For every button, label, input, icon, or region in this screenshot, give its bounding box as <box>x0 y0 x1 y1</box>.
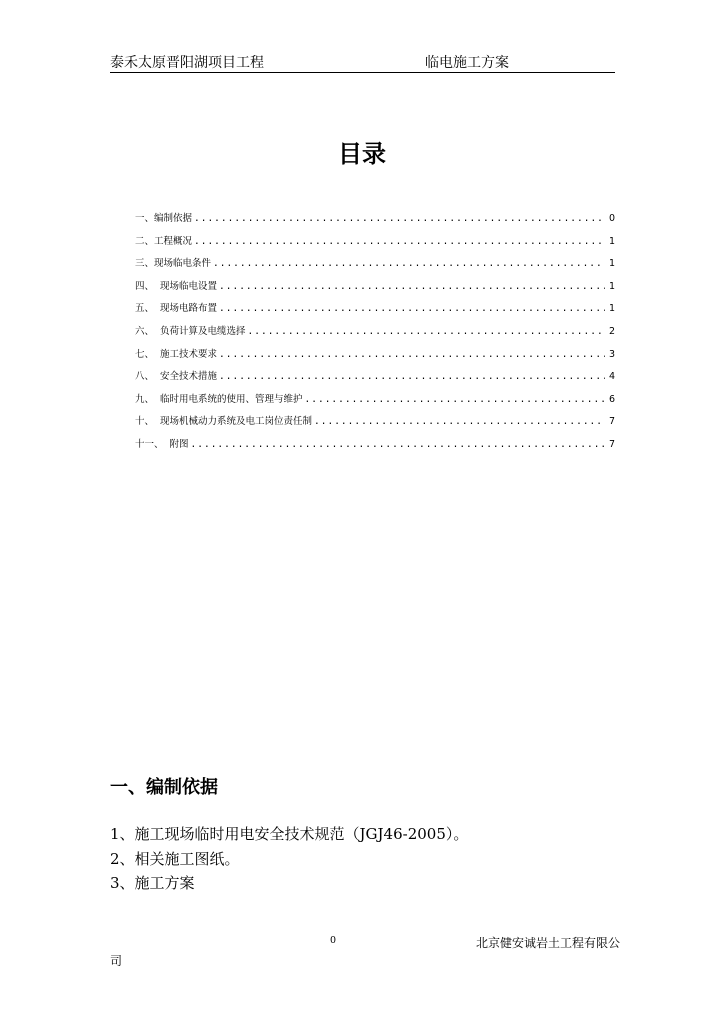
toc-entry[interactable] <box>135 413 615 436</box>
toc-leader-dots <box>194 236 605 247</box>
toc-leader-dots <box>213 258 605 269</box>
toc-entry-page: 6 <box>608 393 615 405</box>
toc-entry-label: 四、 现场临电设置 <box>135 280 218 292</box>
toc-leader-dots <box>219 349 605 360</box>
toc-entry[interactable] <box>135 368 615 391</box>
toc-leader-dots <box>194 213 605 224</box>
toc-entry[interactable] <box>135 233 615 256</box>
toc-entry[interactable] <box>135 391 615 414</box>
body-list-item: 2、相关施工图纸。 <box>110 849 240 868</box>
toc-entry-page: 1 <box>608 235 615 247</box>
toc-entry[interactable] <box>135 300 615 323</box>
toc-leader-dots <box>219 281 605 292</box>
toc-entry-page: 7 <box>608 438 615 450</box>
toc-entry-label: 二、工程概况 <box>135 235 193 247</box>
body-list-item: 3、施工方案 <box>110 874 195 892</box>
toc-entry-page: 1 <box>608 303 615 315</box>
toc-entry[interactable] <box>135 278 615 301</box>
toc-entry-label: 一、编制依据 <box>135 213 193 224</box>
toc-entry-page: 7 <box>608 416 615 428</box>
toc-leader-dots <box>219 371 605 382</box>
section-heading: 一、编制依据 <box>110 777 218 798</box>
footer-company: 北京健安诚岩土工程有限公 <box>476 936 621 950</box>
toc-entry[interactable] <box>135 323 615 346</box>
section-body <box>110 822 468 896</box>
toc-entry[interactable] <box>135 436 615 459</box>
toc-entry-page: 3 <box>608 348 615 360</box>
toc-entry-label: 七、 施工技术要求 <box>135 348 218 360</box>
toc-entry[interactable] <box>135 255 615 278</box>
toc-entry-page: 4 <box>608 371 615 383</box>
toc-entry-page: 1 <box>608 280 615 292</box>
toc-entry-label: 六、 负荷计算及电缆选择 <box>135 325 246 337</box>
footer-company-wrap: 司 <box>110 954 123 968</box>
toc-leader-dots <box>219 303 605 314</box>
toc-leader-dots <box>191 439 605 450</box>
toc-leader-dots <box>305 394 605 405</box>
toc-entry-label: 三、现场临电条件 <box>135 258 212 270</box>
toc-entry-label: 十一、 附图 <box>135 438 189 450</box>
toc-entry-page: 1 <box>608 258 615 270</box>
toc-entry[interactable] <box>135 346 615 369</box>
header-project-name: 泰禾太原晋阳湖项目工程 <box>110 55 264 71</box>
toc-leader-dots <box>314 416 605 427</box>
toc-entry-label: 五、 现场电路布置 <box>135 303 218 315</box>
toc-entry-label: 九、 临时用电系统的使用、管理与维护 <box>135 393 303 405</box>
table-of-contents <box>135 210 615 459</box>
toc-entry-label: 十、 现场机械动力系统及电工岗位责任制 <box>135 416 313 428</box>
toc-entry[interactable] <box>135 210 615 233</box>
toc-entry-page: 2 <box>608 325 615 337</box>
toc-leader-dots <box>248 326 605 337</box>
toc-title: 目录 <box>338 140 386 168</box>
toc-entry-label: 八、 安全技术措施 <box>135 371 218 383</box>
toc-entry-page: 0 <box>608 213 615 224</box>
page-number: 0 <box>330 935 337 946</box>
body-list-item: 1、施工现场临时用电安全技术规范（JGJ46-2005）。 <box>110 825 469 843</box>
page-header <box>110 52 615 73</box>
header-doc-type: 临电施工方案 <box>425 55 509 71</box>
